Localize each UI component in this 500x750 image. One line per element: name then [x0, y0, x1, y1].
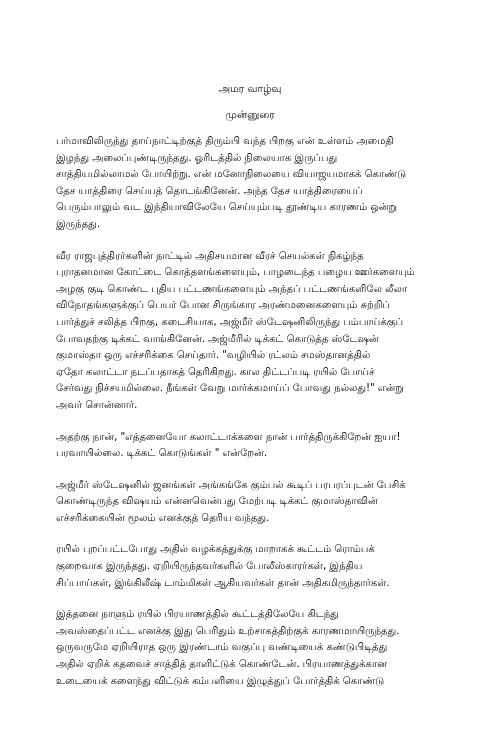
- text-line: ஏதோ கலாட்டா நடப்பதாகத் தெரிகிறது. கால திட்டப்படி ரயில் போய்ச்: [56, 366, 375, 378]
- text-line: சேர்வது நிச்சயமில்லை. நீங்கள் வேறு மார்க்கமாய்ப் போவது நல்லது!" என்று: [56, 383, 404, 395]
- text-line: உடையைக் களைந்து விட்டுக் கம்பளியை இழுத்துப் போர்த்திக் கொண்டு: [56, 675, 385, 687]
- text-line: புராதனமான கோட்டை கொத்தளங்களையும், பாழடைந்த பழைய ஊர்களையும்: [56, 267, 415, 279]
- document-title: அமர வாழ்வு: [218, 83, 282, 95]
- text-line: அவஸ்தைப்பட்ட எனக்கு இது பெரிதும் உற்சாகத்திற்குக் காரணமாயிருந்தது.: [56, 625, 400, 637]
- text-line: தேச யாத்திரை செய்யத் தொடங்கினேன். அந்த தேச யாத்திரையைப்: [56, 185, 363, 197]
- paragraph: [56, 249, 466, 415]
- text-line: அதற்கு நான், "எத்தனையோ கலாட்டாக்களை நான் பார்த்திருக்கிறேன் ஐயா!: [56, 431, 401, 443]
- paragraph: [56, 607, 466, 690]
- text-line: இத்தனை நாளும் ரயில் பிரயாணத்தில் கூட்டத்திலேயே கிடந்து: [56, 609, 339, 621]
- text-line: சாத்தியமில்லாமல் போயிற்று. என் மனோநிலையை வியாஜயமாகக் கொண்டு: [56, 169, 407, 181]
- text-line: இருந்தது.: [56, 218, 100, 230]
- text-line: விநோதங்களுக்குப் பெயர் போன சிருங்கார அரண்மனைகளையும் சுற்றிப்: [56, 300, 390, 312]
- text-line: அழகு குடி கொண்ட புதிய பட்டணங்களையும் அந்தப் பட்டணங்களிலே லீலா: [56, 283, 408, 295]
- text-line: பார்த்துச் சலித்த பிறகு, கடைசியாக, அஜ்மீர் ஸ்டேஷனிலிருந்து பம்பாய்க்குப்: [56, 316, 404, 328]
- text-line: வீர ராஜபுத்திரர்களின் நாட்டில் அதிசயமான வீரச் செயல்கள் நிகழ்ந்த: [56, 250, 364, 262]
- paragraph: [56, 430, 466, 463]
- paragraph: [56, 134, 466, 234]
- text-line: ஒருவருமே ஏறியிராத ஒரு இரண்டாம் வகுப்பு வண்டியைக் கண்டுபிடித்து: [56, 642, 388, 654]
- paragraph: [56, 478, 466, 528]
- document-body: [56, 134, 466, 705]
- text-line: குறைவாக இருந்தது. ஏறியிருந்தவர்களில் போலீஸ்காரர்கள், இந்திய: [56, 561, 363, 573]
- text-line: போவதற்கு டிக்கட் வாங்கினேன். அஜ்மீரில் டிக்கட் கொடுத்த ஸ்டேஷன்: [56, 333, 379, 345]
- text-line: பர்மாவிலிருந்து தாய்நாட்டிற்குத் திரும்பி வந்த பிறகு என் உள்ளம் அமைதி: [56, 136, 394, 147]
- text-line: குமாஸ்தா ஒரு எச்சரிக்கை செய்தார். "வழியில் ரட்லம் சமஸ்தானத்தில்: [56, 350, 371, 362]
- text-line: பரவாயில்லை. டிக்கட் கொடுங்கள் " என்றேன்.: [56, 448, 268, 460]
- text-line: அஜ்மீர் ஸ்டேஷனில் ஜனங்கள் அங்கங்கே கும்பல் கூடிப் பரபரப்புடன் பேசிக்: [56, 479, 406, 491]
- text-line: அவர் சொன்னார்.: [56, 399, 138, 411]
- document-subtitle: முன்னுரை: [225, 109, 275, 121]
- text-line: இழந்து அலைப்புண்டிருந்தது. ஓரிடத்தில் நிலையாக இருப்பது: [56, 152, 338, 164]
- text-line: எச்சரிக்கையின் மூலம் எனக்குத் தெரிய வந்தது.: [56, 512, 270, 524]
- paragraph: [56, 542, 466, 592]
- text-line: பெரும்பாலும் வட இந்தியாவிலேயே செய்யும்படி தூண்டிய காரணம் ஒன்று: [56, 202, 397, 214]
- text-line: சிப்பாய்கள், இங்கிலீஷ் டாம்மிகள் ஆகியவர்கள் தான் அதிகமிருந்தார்கள்.: [56, 577, 390, 589]
- text-line: கொண்டிருந்த விஷயம் என்னவென்பது மேற்படி டிக்கட் குமாஸ்தாவின்: [56, 496, 378, 508]
- text-line: அதில் ஏறிக் கதவைச் சாத்தித் தாளிட்டுக் கொண்டேன். பிரயாணத்துக்கான: [56, 659, 388, 671]
- text-line: ரயில் புறப்பட்டபோது அதில் வழக்கத்துக்கு மாறாகக் கூட்டம் ரொம்பக்: [56, 544, 375, 556]
